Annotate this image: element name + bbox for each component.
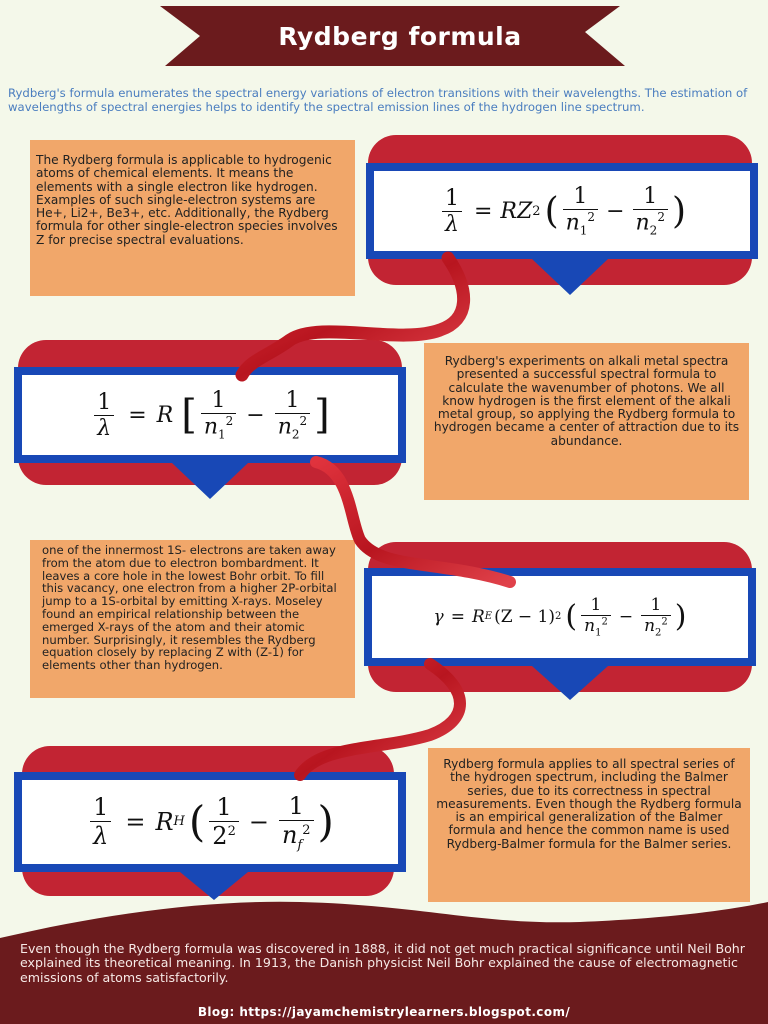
equation-card-4 — [14, 772, 406, 872]
equation-2: $\frac{1}{\lambda}$ = R [ $\frac{1}{n_1^2}$ − $\frac{1}{n_2^2}$ ] — [90, 388, 330, 442]
equation-card-1 — [366, 163, 758, 259]
text-block-3: one of the innermost 1S- electrons are taken away from the atom due to electron bombardment. It leaves a core hole in the lowest Bohr orbit. To fill this vacancy, one electron from a higher 2P-orbital jump to a 1S-orbital by emitting X-rays. Moseley found an empirical relationship between the emerged X-rays of the atom and their atomic number. Surprisingly, it resembles the Rydberg equation closely by replacing Z with (Z-1) for elements other than hydrogen. — [30, 540, 355, 698]
footer-text: Even though the Rydberg formula was discovered in 1888, it did not get much practical significance until Neil Bohr explained its theoretical meaning. In 1913, the Danish physicist Neil Bohr explained the cause of electromagnetic emissions of atoms satisfactorily. — [20, 941, 745, 985]
equation-4: $\frac{1}{\lambda}$ = R H ( $\frac{1}{2^2}$ − $\frac{1}{n_f^2}$ ) — [86, 792, 334, 853]
equation-card-3 — [364, 568, 756, 666]
equation-card-2 — [14, 367, 406, 463]
page-title: Rydberg formula — [278, 22, 522, 51]
pointer-arrow — [532, 666, 608, 700]
intro-text: Rydberg's formula enumerates the spectral energy variations of electron transitions with their wavelengths. The estimation of wavelengths of spectral energies helps to identify the spectral emission lines of the hydrogen line spectrum. — [8, 86, 748, 114]
equation-3: γ = R E (Z − 1) 2 ( $\frac{1}{n_1^2}$ − $\frac{1}{n_2^2}$ ) — [433, 595, 687, 639]
text-block-4: Rydberg formula applies to all spectral series of the hydrogen spectrum, including the Balmer series, due to its correctness in spectral measurements. Even though the Rydberg formula is an empirical generalization of the Balmer formula and hence the common name is used Rydberg-Balmer formula for the Balmer series. — [428, 748, 750, 902]
text-block-1: The Rydberg formula is applicable to hydrogenic atoms of chemical elements. It means the elements with a single electron like hydrogen. Examples of such single-electron systems are He+, Li2+, Be3+, etc. Additionally, the Rydberg formula for other single-electron species involves Z for precise spectral evaluations. — [30, 140, 355, 296]
pointer-arrow — [180, 872, 248, 900]
text-block-2: Rydberg's experiments on alkali metal spectra presented a successful spectral formula to calculate the wavenumber of photons. We all know hydrogen is the first element of the alkali metal group, so applying the Rydberg formula to hydrogen became a center of attraction due to its abundance. — [424, 343, 749, 500]
equation-1: $\frac{1}{\lambda}$ = RZ 2 ( $\frac{1}{n_1^2}$ − $\frac{1}{n_2^2}$ ) — [438, 184, 686, 238]
pointer-arrow — [532, 259, 608, 295]
blog-link[interactable]: Blog: https://jayamchemistrylearners.blogspot.com/ — [197, 1005, 571, 1019]
pointer-arrow — [172, 463, 248, 499]
